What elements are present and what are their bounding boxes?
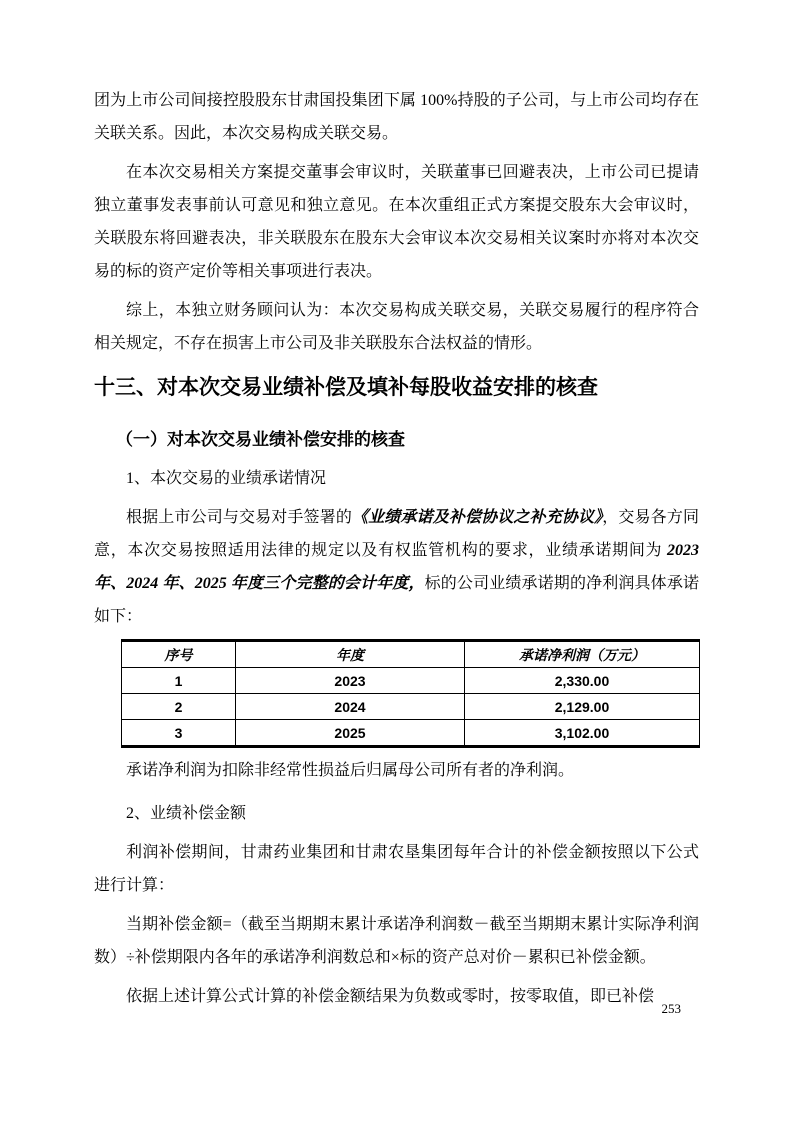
list-item-compensation-amount: 2、业绩补偿金额	[126, 805, 247, 822]
table-header-year: 年度	[236, 641, 465, 668]
table-cell-profit: 2,330.00	[465, 668, 700, 694]
paragraph-negative-or-zero-rule: 依据上述计算公式计算的补偿金额结果为负数或零时，按零取值，即已补偿	[126, 988, 655, 1005]
paragraph-advisor-conclusion: 综上，本独立财务顾问认为：本次交易构成关联交易，关联交易履行的程序符合相关规定，不存在损害上市公司及非关联股东合法权益的情形。	[94, 302, 699, 352]
list-item-performance-commitment: 1、本次交易的业绩承诺情况	[126, 470, 327, 487]
table-cell-index: 1	[122, 668, 236, 694]
agreement-text-tail: 标的公司业绩承诺期的净利润具体承诺如下：	[94, 575, 699, 625]
table-header-row	[122, 641, 700, 668]
commitment-period: 2023 年、2024 年、2025 年度三个完整的会计年度，	[94, 542, 699, 592]
table-header-promised-profit: 承诺净利润（万元）	[465, 641, 700, 668]
table-cell-profit: 3,102.00	[465, 720, 700, 747]
paragraph-compensation-formula: 当期补偿金额=（截至当期期末累计承诺净利润数－截至当期期末累计实际净利润数）÷补偿期限内各年的承诺净利润数总和×标的资产总对价－累积已补偿金额。	[94, 916, 699, 966]
agreement-text-lead: 根据上市公司与交易对手签署的	[126, 509, 352, 526]
table-cell-year: 2023	[236, 668, 465, 694]
table-cell-index: 3	[122, 720, 236, 747]
table-header-index: 序号	[122, 641, 236, 668]
performance-commitment-table	[121, 639, 700, 748]
section-heading-thirteen: 十三、对本次交易业绩补偿及填补每股收益安排的核查	[94, 376, 598, 399]
agreement-title: 《业绩承诺及补偿协议之补充协议》	[351, 509, 603, 526]
table-cell-year: 2024	[236, 694, 465, 720]
paragraph-board-review-voting: 在本次交易相关方案提交董事会审议时，关联董事已回避表决，上市公司已提请独立董事发表事前认可意见和独立意见。在本次重组正式方案提交股东大会审议时，关联股东将回避表决，非关联股东在股东大会审议本次交易相关议案时亦将对本次交易的标的资产定价等相关事项进行表决。	[94, 164, 699, 280]
paragraph-agreement-terms	[94, 501, 699, 633]
table-row	[122, 694, 700, 720]
table-row	[122, 668, 700, 694]
table-row	[122, 720, 700, 747]
paragraph-net-profit-definition: 承诺净利润为扣除非经常性损益后归属母公司所有者的净利润。	[126, 762, 575, 779]
table-cell-index: 2	[122, 694, 236, 720]
table-cell-year: 2025	[236, 720, 465, 747]
table-cell-profit: 2,129.00	[465, 694, 700, 720]
page-number: 253	[661, 1001, 681, 1016]
paragraph-compensation-intro: 利润补偿期间，甘肃药业集团和甘肃农垦集团每年合计的补偿金额按照以下公式进行计算：	[94, 844, 699, 894]
agreement-text-mid: ，交易各方同意，本次交易按照适用法律的规定以及有权监管机构的要求，业绩承诺期间为	[94, 509, 699, 559]
paragraph-related-party-relationship: 团为上市公司间接控股股东甘肃国投集团下属 100%持股的子公司，与上市公司均存在关联关系。因此，本次交易构成关联交易。	[94, 92, 699, 142]
subsection-heading-one: （一）对本次交易业绩补偿安排的核查	[116, 430, 405, 449]
